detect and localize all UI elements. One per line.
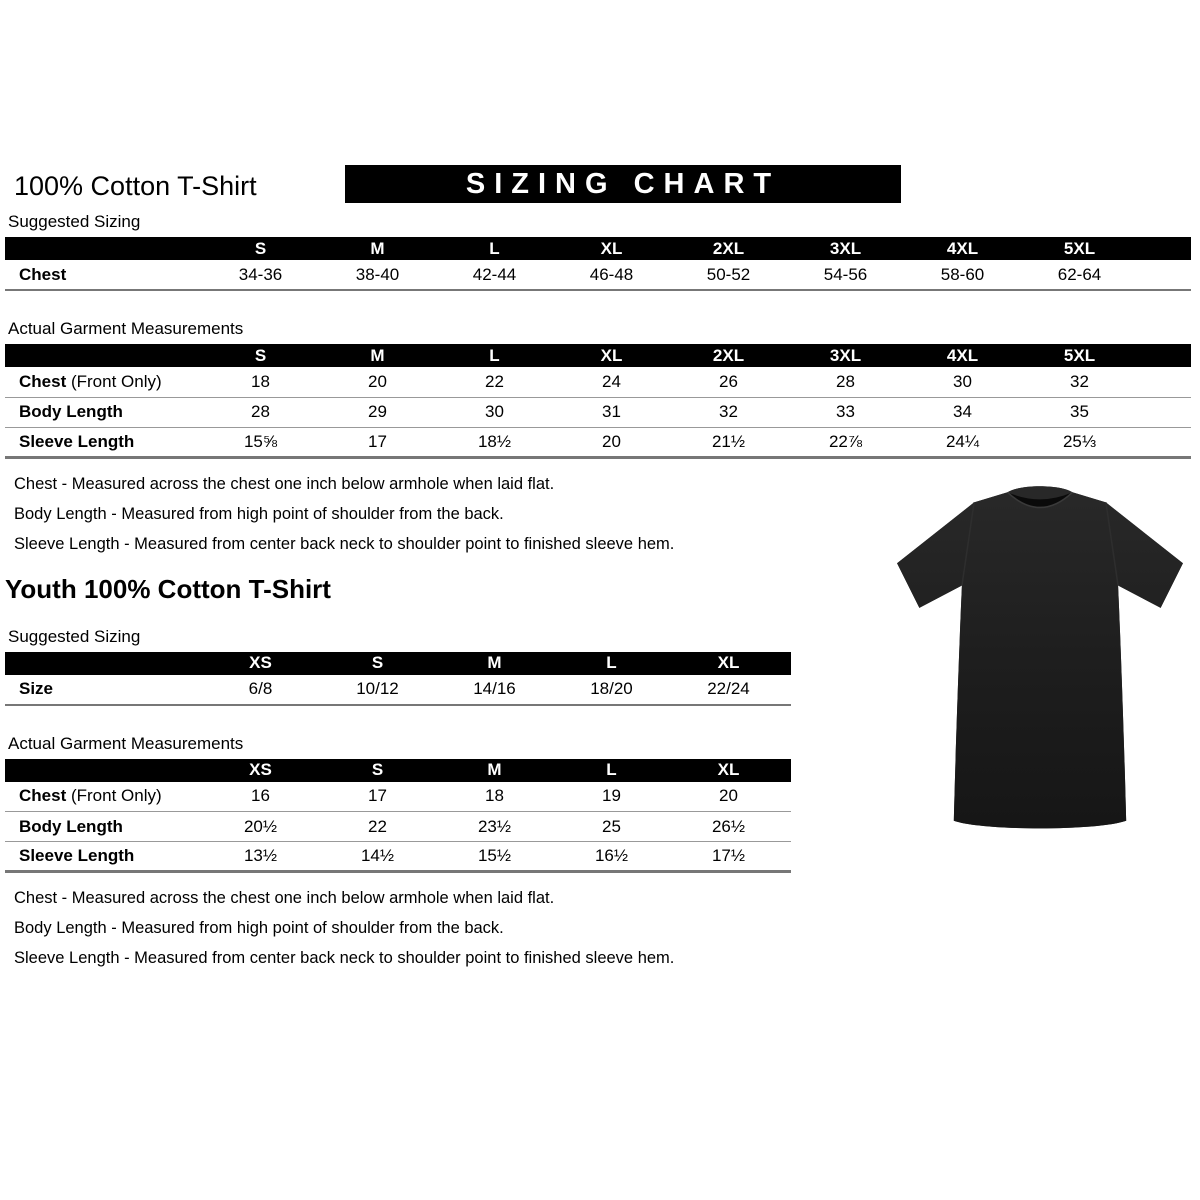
spacer-cell [1138, 427, 1191, 457]
size-column-header: 4XL [904, 344, 1021, 367]
size-cell: 20 [368, 371, 387, 391]
size-cell: 35 [1070, 402, 1089, 421]
size-cell: 15½ [477, 846, 512, 865]
tshirt-shading [897, 486, 1183, 828]
size-cell: 34 [953, 402, 972, 421]
adult-header-row [14, 166, 1200, 206]
spacer-cell [1138, 397, 1191, 427]
table-row [5, 842, 791, 872]
size-column-header: M [319, 344, 436, 367]
note-line: Sleeve Length - Measured from center back neck to shoulder point to finished sleeve hem. [14, 949, 675, 967]
size-column-header: M [319, 237, 436, 260]
row-label: Chest [19, 264, 67, 284]
size-cell: 22 [368, 816, 387, 836]
spacer-cell [787, 842, 791, 872]
size-column-header: XS [202, 652, 319, 675]
size-column-header: L [553, 759, 670, 782]
size-cell: 18/20 [590, 679, 633, 698]
note-line: Sleeve Length - Measured from center back neck to shoulder point to finished sleeve hem. [14, 534, 675, 553]
size-column-header: 2XL [670, 344, 787, 367]
size-cell: 29 [368, 402, 387, 421]
size-cell: 20½ [243, 816, 278, 836]
row-label-note: (Front Only) [66, 786, 162, 806]
size-cell: 16½ [594, 846, 629, 865]
tshirt-graphic [893, 476, 1187, 836]
size-cell: 58-60 [940, 264, 985, 284]
size-cell: 18 [251, 371, 270, 391]
size-cell: 23½ [477, 816, 512, 836]
size-column-header: S [202, 344, 319, 367]
header-spacer-cell [5, 759, 202, 782]
size-cell: 33 [836, 402, 855, 421]
spacer-cell [787, 675, 791, 705]
row-label-cell [5, 397, 202, 427]
note-line: Chest - Measured across the chest one inch below armhole when laid flat. [14, 889, 555, 907]
note-line: Body Length - Measured from high point of shoulder from the back. [14, 504, 504, 523]
header-spacer-cell [5, 237, 202, 260]
row-label: Size [19, 679, 54, 698]
size-cell: 17 [368, 786, 387, 806]
size-cell: 15⅝ [243, 431, 278, 451]
row-label-note: (Front Only) [66, 371, 162, 391]
size-cell: 42-44 [472, 264, 517, 284]
size-cell: 62-64 [1057, 264, 1102, 284]
size-cell: 34-36 [238, 264, 283, 284]
size-column-header: 3XL [787, 237, 904, 260]
row-label-cell [5, 260, 202, 290]
row-label: Chest [19, 786, 67, 806]
size-cell: 17 [368, 431, 387, 451]
size-column-header: XL [670, 759, 787, 782]
row-label: Body Length [19, 816, 123, 836]
table-row [5, 675, 791, 705]
size-header-row [5, 652, 791, 675]
header-spacer-cell [787, 759, 791, 782]
size-column-header: XL [670, 652, 787, 675]
size-cell: 28 [836, 371, 855, 391]
size-column-header: 4XL [904, 237, 1021, 260]
size-cell: 54-56 [823, 264, 868, 284]
size-cell: 22/24 [707, 679, 750, 698]
header-spacer-cell [5, 344, 202, 367]
size-header-row [5, 237, 1191, 260]
size-column-header: 2XL [670, 237, 787, 260]
size-cell: 19 [602, 786, 621, 806]
size-column-header: 3XL [787, 344, 904, 367]
table-row [5, 367, 1191, 397]
row-label: Body Length [19, 402, 123, 421]
size-column-header: 5XL [1021, 344, 1138, 367]
size-cell: 26½ [711, 816, 746, 836]
header-spacer-cell [787, 652, 791, 675]
size-column-header: S [319, 652, 436, 675]
row-label: Sleeve Length [19, 846, 135, 865]
size-column-header: XS [202, 759, 319, 782]
size-cell: 24 [602, 371, 621, 391]
row-label-cell [5, 782, 202, 812]
row-label-cell [5, 675, 202, 705]
size-column-header: M [436, 759, 553, 782]
youth-title: Youth 100% Cotton T-Shirt [5, 573, 331, 604]
size-cell: 18½ [477, 431, 512, 451]
size-header-row [5, 344, 1191, 367]
spacer-cell [1138, 367, 1191, 397]
row-label-cell [5, 812, 202, 842]
size-header-row [5, 759, 791, 782]
size-cell: 22 [485, 371, 504, 391]
header-spacer-cell [5, 652, 202, 675]
size-cell: 20 [602, 431, 621, 451]
size-cell: 10/12 [356, 679, 399, 698]
adult-suggested-sizing-table [5, 237, 1191, 291]
size-cell: 46-48 [589, 264, 634, 284]
spacer-cell [787, 812, 791, 842]
size-column-header: XL [553, 344, 670, 367]
size-column-header: S [319, 759, 436, 782]
size-cell: 50-52 [706, 264, 751, 284]
row-label-cell [5, 367, 202, 397]
size-cell: 16 [251, 786, 270, 806]
row-label-cell [5, 842, 202, 872]
size-cell: 25⅓ [1062, 431, 1097, 451]
note-line: Chest - Measured across the chest one inch below armhole when laid flat. [14, 474, 555, 493]
row-label: Sleeve Length [19, 431, 135, 451]
size-column-header: L [436, 237, 553, 260]
spacer-cell [1138, 260, 1191, 290]
size-cell: 20 [719, 786, 738, 806]
size-cell: 26 [719, 371, 738, 391]
size-cell: 18 [485, 786, 504, 806]
table-row [5, 427, 1191, 457]
size-cell: 30 [953, 371, 972, 391]
table-row [5, 782, 791, 812]
row-label-cell [5, 427, 202, 457]
black-tshirt-image [893, 476, 1187, 838]
note-line: Body Length - Measured from high point of shoulder from the back. [14, 919, 504, 937]
youth-actual-measurements-label: Actual Garment Measurements [8, 733, 244, 753]
header-spacer-cell [1138, 344, 1191, 367]
sizing-chart-banner: SIZING CHART [345, 165, 901, 203]
size-cell: 31 [602, 402, 621, 421]
size-cell: 32 [1070, 371, 1089, 391]
adult-title: 100% Cotton T-Shirt [14, 171, 257, 201]
youth-suggested-sizing-label: Suggested Sizing [8, 626, 141, 646]
adult-actual-measurements-table [5, 344, 1191, 459]
adult-suggested-sizing-label: Suggested Sizing [8, 212, 141, 231]
size-cell: 14/16 [473, 679, 516, 698]
table-row [5, 397, 1191, 427]
size-cell: 38-40 [355, 264, 400, 284]
size-cell: 17½ [711, 846, 746, 865]
size-cell: 25 [602, 816, 621, 836]
size-column-header: L [436, 344, 553, 367]
youth-actual-measurements-table [5, 759, 791, 874]
size-cell: 28 [251, 402, 270, 421]
size-column-header: M [436, 652, 553, 675]
size-cell: 24¼ [945, 431, 980, 451]
youth-suggested-sizing-table [5, 652, 791, 706]
size-cell: 13½ [243, 846, 278, 865]
table-row [5, 260, 1191, 290]
size-cell: 21½ [711, 431, 746, 451]
youth-measurement-notes [14, 889, 1200, 968]
size-cell: 22⅞ [828, 431, 863, 451]
size-column-header: XL [553, 237, 670, 260]
row-label: Chest [19, 371, 67, 391]
table-row [5, 812, 791, 842]
adult-actual-measurements-label: Actual Garment Measurements [8, 319, 244, 338]
header-spacer-cell [1138, 237, 1191, 260]
size-cell: 32 [719, 402, 738, 421]
size-cell: 6/8 [248, 679, 273, 698]
size-cell: 14½ [360, 846, 395, 865]
size-column-header: S [202, 237, 319, 260]
size-column-header: 5XL [1021, 237, 1138, 260]
size-column-header: L [553, 652, 670, 675]
spacer-cell [787, 782, 791, 812]
size-cell: 30 [485, 402, 504, 421]
